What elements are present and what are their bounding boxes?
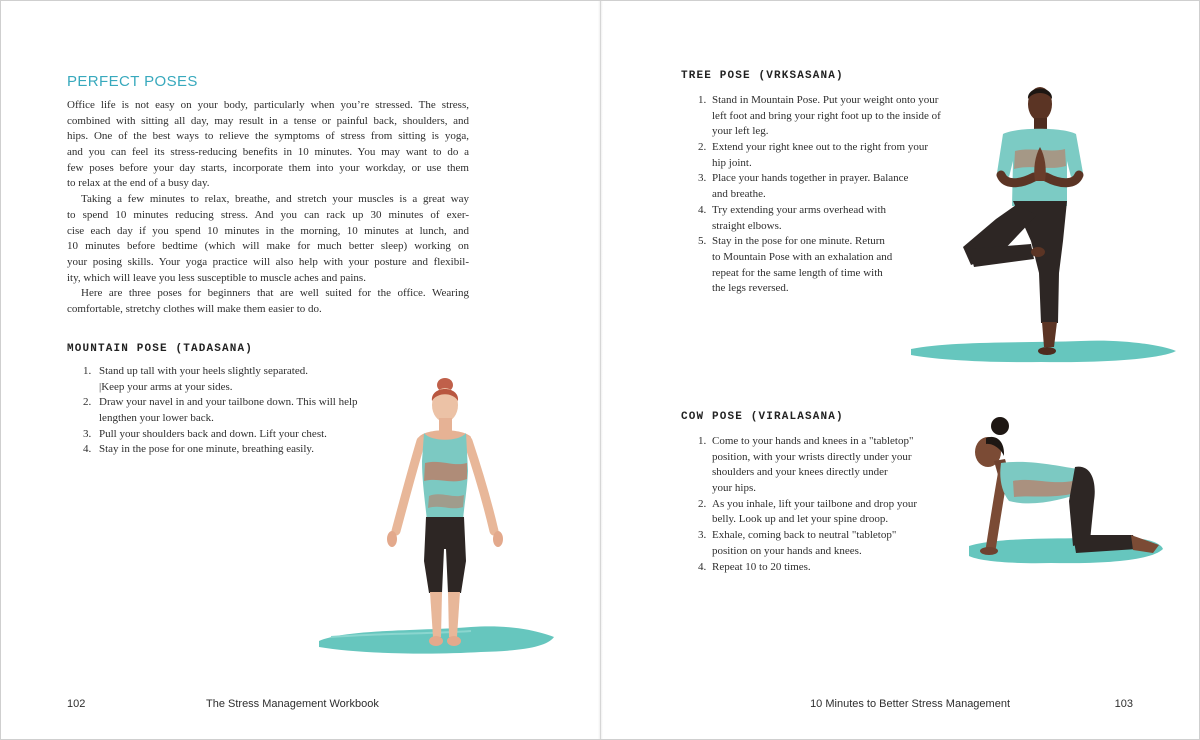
- tank-top-shading: [428, 494, 464, 508]
- right-calf: [448, 592, 460, 637]
- neck: [439, 418, 452, 432]
- head: [432, 388, 458, 422]
- left-foot: [429, 636, 443, 646]
- steps-list: [698, 93, 941, 297]
- thigh-leggings: [1069, 467, 1095, 546]
- step-text-line: your left leg.: [712, 125, 769, 138]
- paragraph-line: to spend 10 minutes reducing stress. And you can rack up 30 minutes of exer-: [67, 208, 469, 221]
- paragraph-line: ity, which will leave you less susceptible to muscle aches and pains.: [67, 271, 366, 284]
- standing-leg-leggings: [1013, 201, 1067, 323]
- leggings: [424, 517, 466, 593]
- step-number: 2.: [698, 141, 707, 154]
- tank-top: [422, 433, 468, 521]
- step-text-line: As you inhale, lift your tailbone and drop your: [712, 497, 917, 510]
- step-number: 3.: [698, 529, 707, 542]
- paragraph-line: comfortable, stretchy clothes will make them easier to do.: [67, 302, 322, 315]
- hair: [432, 389, 458, 401]
- step-text-line: position, with your wrists directly under your: [712, 450, 912, 463]
- tucked-foot: [1031, 247, 1045, 257]
- paragraph-line: Here are three poses for beginners that are well suited for the office. Wearing: [81, 287, 469, 300]
- right-forearm: [1046, 175, 1079, 183]
- step-number: 4.: [698, 203, 707, 216]
- hair-bun: [991, 417, 1009, 435]
- paragraph-line: 10 minutes before bedtime (which will make for much better sleep) working on: [67, 240, 469, 253]
- step-text-line: Stand up tall with your heels slightly separated.: [99, 365, 308, 377]
- step-item: [698, 140, 941, 171]
- step-text-line: left foot and bring your right foot up to the inside of: [712, 109, 941, 122]
- t-shirt-shading: [1014, 149, 1066, 169]
- paragraph-line: hips. One of the best ways to relieve the symptoms of stress from sitting is yoga,: [67, 130, 469, 143]
- prayer-hands: [1034, 147, 1046, 181]
- step-text-line: position on your hands and knees.: [712, 544, 862, 557]
- step-text-line: Repeat 10 to 20 times.: [712, 560, 811, 573]
- paragraph-line: and you can feel its stress-reducing benefits in 10 minutes. You may want to do a: [67, 146, 469, 159]
- step-item: [83, 364, 358, 395]
- step-item: [83, 442, 358, 458]
- paragraph-line: to relax at the end of a busy day.: [67, 177, 210, 190]
- left-hand: [387, 531, 397, 547]
- head: [1028, 87, 1052, 121]
- tree-pose-illustration: [911, 87, 1176, 362]
- step-text-line: Stay in the pose for one minute, breathing easily.: [99, 443, 314, 456]
- step-item: [698, 234, 941, 297]
- step-text-line: lengthen your lower back.: [99, 412, 214, 425]
- paragraph-line: combined with sitting all day, may result in a tense or painful back, shoulders, and: [67, 114, 469, 127]
- step-number: 2.: [83, 396, 92, 409]
- section-title: COW POSE (VIRALASANA): [681, 411, 844, 423]
- mountain-pose-section: [67, 342, 358, 458]
- step-text-line: straight elbows.: [712, 219, 782, 232]
- t-shirt: [997, 129, 1083, 206]
- paragraph-line: your posing skills. Your yoga practice will also help with your posture and flexibil-: [67, 255, 469, 268]
- standing-calf: [1042, 322, 1057, 347]
- intro-paragraph: [67, 192, 469, 286]
- tank-top-shading: [1013, 480, 1075, 497]
- step-text-line: Stand in Mountain Pose. Put your weight onto your: [712, 94, 939, 106]
- section-title: TREE POSE (VRKSASANA): [681, 70, 844, 82]
- step-item: [83, 395, 358, 426]
- step-item: [698, 171, 941, 202]
- step-text-line: Draw your navel in and your tailbone down. This will help: [99, 396, 358, 409]
- tree-pose-section: [681, 69, 941, 297]
- step-text-line: and breathe.: [712, 188, 766, 201]
- intro-paragraph: [67, 286, 469, 317]
- arm: [991, 473, 1003, 547]
- step-text-line: Exhale, coming back to neutral "tabletop": [712, 529, 897, 542]
- hair-bun: [437, 378, 453, 392]
- center-fold: [598, 1, 603, 740]
- hair: [986, 437, 1004, 456]
- intro-paragraph: [67, 98, 469, 192]
- paragraph-line: Taking a few minutes to relax, breathe, and stretch your muscles is a great way: [81, 193, 469, 206]
- head: [975, 437, 1001, 467]
- step-item: [698, 560, 917, 576]
- left-calf: [430, 592, 442, 637]
- step-text-line: Try extending your arms overhead with: [712, 203, 887, 216]
- shin-leggings: [1073, 535, 1137, 553]
- step-text-line: to Mountain Pose with an exhalation and: [712, 250, 893, 263]
- step-number: 4.: [698, 560, 707, 573]
- step-item: [698, 93, 941, 140]
- step-item: [83, 427, 358, 443]
- page-number-right: 103: [1114, 698, 1133, 710]
- step-text-line: Extend your right knee out to the right from your: [712, 141, 928, 154]
- step-text-line: the legs reversed.: [712, 282, 789, 295]
- paragraph-line: cise each day if you spend 10 minutes in the morning, 10 minutes at lunch, and: [67, 224, 469, 237]
- step-number: 3.: [83, 427, 92, 440]
- right-hand: [493, 531, 503, 547]
- steps-list: [698, 434, 917, 575]
- step-text-line: |Keep your arms at your sides.: [99, 380, 233, 393]
- step-number: 2.: [698, 497, 707, 510]
- left-forearm: [1001, 175, 1034, 183]
- cow-pose-section: [681, 410, 917, 575]
- chapter-heading: PERFECT POSES: [67, 73, 198, 90]
- step-text-line: Place your hands together in prayer. Balance: [712, 172, 909, 185]
- step-text-line: your hips.: [712, 482, 756, 495]
- step-text-line: Stay in the pose for one minute. Return: [712, 235, 885, 248]
- step-text-line: hip joint.: [712, 156, 752, 169]
- hand: [980, 547, 998, 555]
- step-item: [698, 434, 917, 497]
- step-item: [698, 528, 917, 559]
- ground-brushstroke: [969, 538, 1163, 563]
- left-arm: [396, 441, 421, 531]
- neck: [994, 459, 1009, 475]
- step-number: 1.: [83, 365, 92, 377]
- step-number: 4.: [83, 443, 92, 456]
- step-number: 5.: [698, 235, 707, 248]
- steps-list: [83, 364, 358, 458]
- step-text-line: belly. Look up and let your spine droop.: [712, 513, 889, 526]
- tank-top-shading: [424, 462, 467, 481]
- standing-foot: [1038, 347, 1056, 355]
- hair: [1028, 89, 1052, 100]
- bent-thigh: [963, 205, 1037, 265]
- bent-shin: [969, 244, 1034, 267]
- step-number: 1.: [698, 94, 707, 106]
- step-text-line: shoulders and your knees directly under: [712, 466, 888, 479]
- intro-text: [67, 98, 469, 318]
- footer-running-title: 10 Minutes to Better Stress Management: [810, 698, 1010, 710]
- paragraph-line: Office life is not easy on your body, particularly when you’re stressed. The stress,: [67, 99, 469, 111]
- step-item: [698, 497, 917, 528]
- step-number: 3.: [698, 172, 707, 185]
- right-foot: [447, 636, 461, 646]
- step-text-line: repeat for the same length of time with: [712, 266, 883, 279]
- page-number-left: 102: [67, 698, 86, 710]
- step-text-line: Pull your shoulders back and down. Lift your chest.: [99, 427, 327, 440]
- tank-top: [1000, 462, 1086, 503]
- right-arm: [468, 441, 494, 531]
- footer-book-title: The Stress Management Workbook: [206, 698, 379, 710]
- ground-brushstroke-streak: [331, 631, 471, 637]
- paragraph-line: few poses before your day starts, incorporate them into your workday, or use them: [67, 161, 469, 174]
- neck: [1034, 118, 1047, 131]
- step-text-line: Come to your hands and knees in a "tabletop": [712, 435, 914, 447]
- shoulders: [419, 430, 471, 448]
- ground-brushstroke: [911, 341, 1176, 363]
- cow-pose-illustration: [969, 417, 1163, 563]
- step-number: 1.: [698, 435, 707, 447]
- feet: [1131, 535, 1159, 553]
- section-title: MOUNTAIN POSE (TADASANA): [67, 343, 254, 355]
- ground-brushstroke: [319, 626, 554, 653]
- step-item: [698, 203, 941, 234]
